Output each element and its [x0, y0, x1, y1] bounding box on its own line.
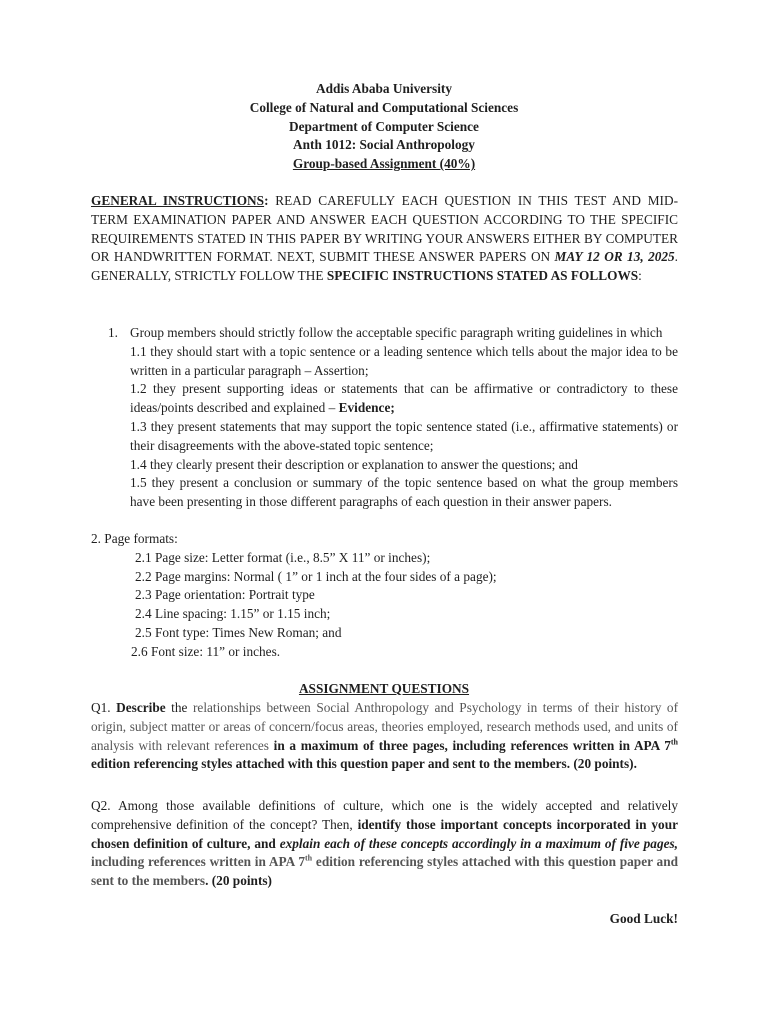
q2-identify: identify those important concepts incorporated in your chosen definition of culture, and — [91, 816, 678, 851]
q2-points: . (20 points) — [205, 873, 272, 889]
q1-requirement: in a maximum of three pages, including references written in APA 7 — [273, 737, 671, 753]
guideline-intro: Group members should strictly follow the acceptable specific paragraph writing guidelines in which — [130, 325, 663, 340]
specific-instructions-label: SPECIFIC INSTRUCTIONS STATED AS FOLLOWS — [326, 268, 639, 284]
general-instructions-label: GENERAL INSTRUCTIONS — [91, 193, 265, 208]
assignment-title: Group-based Assignment (40%) — [292, 156, 476, 172]
page-formats-title: 2. Page formats: — [91, 531, 178, 546]
page-format-item: 2.1 Page size: Letter format (i.e., 8.5” X 11” or inches); — [135, 549, 431, 565]
department-name: Department of Computer Science — [289, 118, 479, 134]
guideline-1-4: 1.4 they clearly present their description or explanation to answer the questions; and — [130, 456, 578, 472]
general-instructions-end: : — [638, 268, 642, 284]
general-instructions — [91, 192, 678, 286]
page-format-item: 2.3 Page orientation: Portrait type — [135, 587, 315, 603]
question-1 — [91, 699, 678, 774]
course-title: Anth 1012: Social Anthropology — [293, 137, 475, 153]
q2-explain: explain each of these concepts accordingly in a maximum of five pages, — [279, 835, 678, 851]
guideline-1-3: 1.3 they present statements that may support the topic sentence stated (i.e., affirmative statements) or their disagreements with the above-stated topic sentence; — [130, 418, 678, 453]
assignment-questions-title: ASSIGNMENT QUESTIONS — [298, 681, 470, 696]
q1-text: relationships between Social Anthropology and Psychology in terms of their history of origin, subject matter or areas of concern/focus areas, theories employed, research methods used, and units of analysis with relevant references — [91, 700, 678, 753]
page-format-item: 2.2 Page margins: Normal ( 1” or 1 inch at the four sides of a page); — [135, 568, 497, 584]
document-header — [0, 80, 768, 174]
guideline-1-2: 1.2 they present supporting ideas or statements that can be affirmative or contradictory to these ideas/points described and explained – Evidence; — [130, 381, 678, 416]
q1-superscript: th — [670, 737, 678, 747]
page-format-item: 2.4 Line spacing: 1.15” or 1.15 inch; — [135, 606, 331, 622]
q2-references-end: edition referencing styles attached with this question paper and sent to the members — [91, 854, 678, 889]
list-number: 1. — [108, 325, 118, 340]
evidence-label: Evidence; — [338, 400, 395, 416]
guideline-1-1: 1.1 they should start with a topic sentence or a leading sentence which tells about the major idea to be written in a particular paragraph – Assertion; — [130, 343, 678, 378]
paragraph-guidelines-item — [91, 324, 678, 512]
q1-the: the — [165, 700, 193, 715]
q1-requirement-end: edition referencing styles attached with this question paper and sent to the members. (20 points). — [91, 756, 637, 772]
question-2 — [91, 797, 678, 891]
general-instructions-text-2: . GENERALLY, STRICTLY FOLLOW THE — [91, 249, 678, 284]
page-format-item: 2.5 Font type: Times New Roman; and — [135, 624, 342, 640]
q2-superscript: th — [305, 853, 313, 863]
page-formats — [91, 530, 678, 662]
college-name: College of Natural and Computational Sciences — [249, 99, 519, 115]
q1-label: Q1. — [91, 700, 117, 715]
page-format-item: 2.6 Font size: 11” or inches. — [131, 643, 281, 659]
q2-text: Q2. Among those available definitions of culture, which one is the widely accepted and relatively comprehensive definition of the concept? Then, — [91, 798, 678, 832]
submission-date: MAY 12 OR 13, 2025 — [554, 249, 675, 265]
university-name: Addis Ababa University — [316, 81, 452, 96]
q2-references: including references written in APA 7 — [91, 854, 305, 870]
general-instructions-colon: : — [264, 193, 269, 208]
closing-good-luck: Good Luck! — [609, 911, 678, 926]
general-instructions-text-1: READ CAREFULLY EACH QUESTION IN THIS TEST AND MID-TERM EXAMINATION PAPER AND ANSWER EACH QUESTION ACCORDING TO THE SPECIFIC REQUIREMENTS STATED IN THIS PAPER BY WRITING YOUR ANSWERS EITHER BY COMPUTER OR HANDWRITTEN FORMAT. NEXT, SUBMIT THESE ANSWER PAPERS ON — [91, 193, 678, 265]
guideline-1-5: 1.5 they present a conclusion or summary of the topic sentence based on what the group members have been presenting in those different paragraphs of each question in their answer papers. — [130, 475, 678, 510]
q1-describe: Describe — [116, 700, 166, 715]
